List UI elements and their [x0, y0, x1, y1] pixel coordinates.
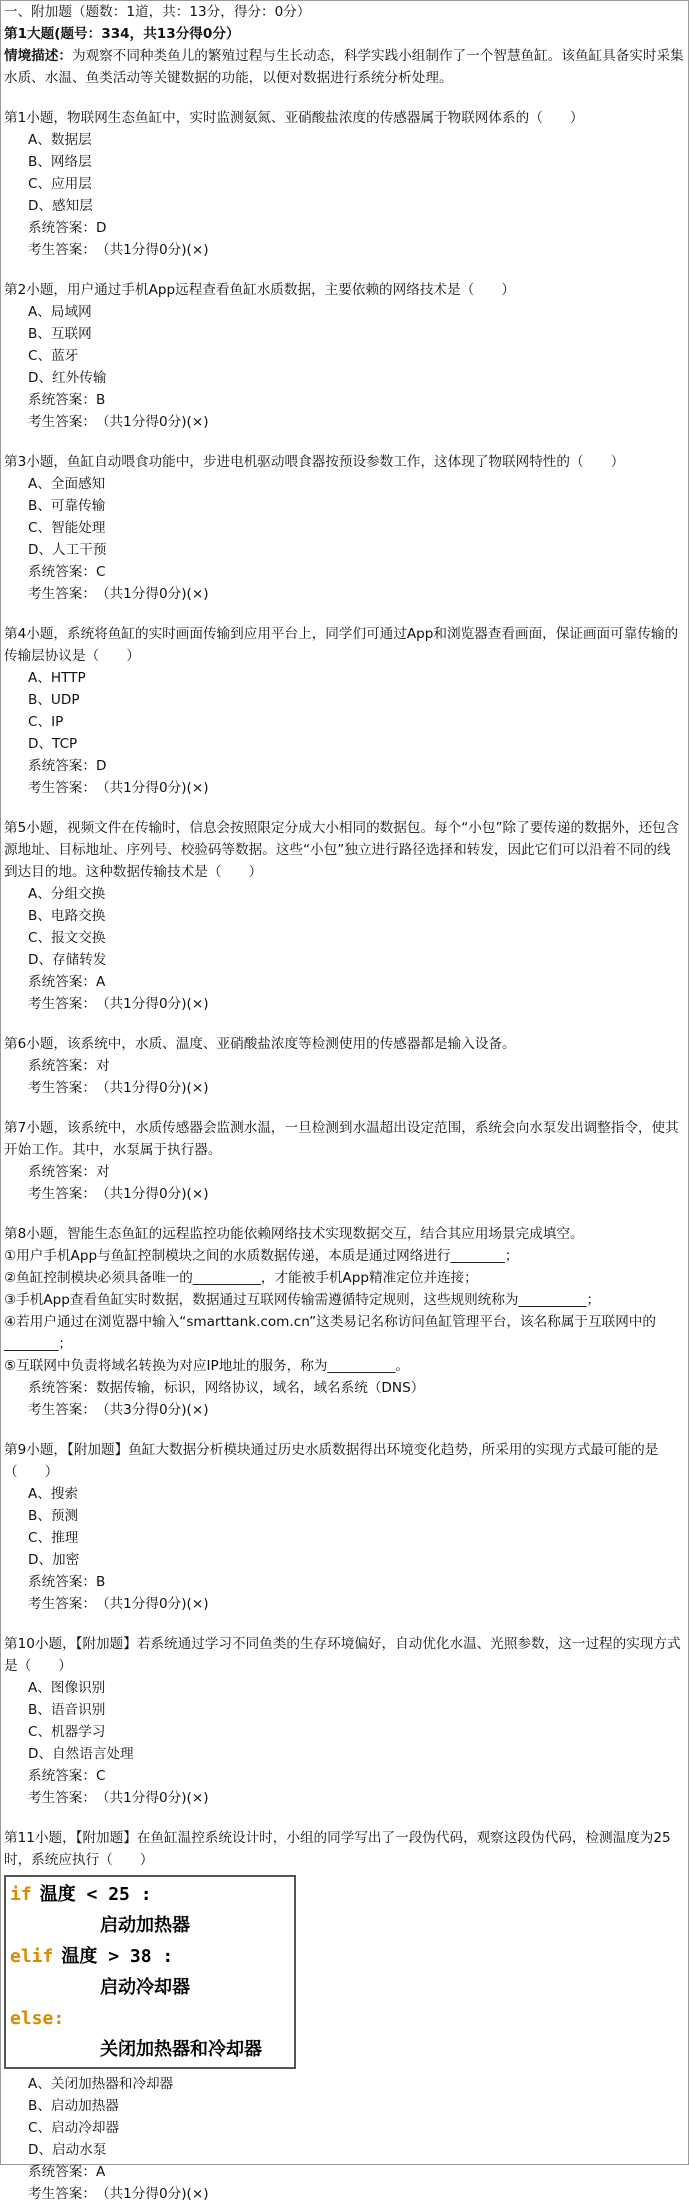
question-6: [4, 1033, 684, 1099]
system-answer: 系统答案：A: [28, 2164, 106, 2180]
fill-blank-item: ②鱼缸控制模块必须具备唯一的__________，才能被手机App精准定位并连接；: [4, 1270, 478, 1286]
option-a: A、图像识别: [28, 1680, 106, 1696]
candidate-score: 考生答案： （共1分得0分)(×): [28, 2186, 209, 2202]
fill-blank-item: ③手机App查看鱼缸实时数据，数据通过互联网传输需遵循特定规则，这些规则统称为__________；: [4, 1292, 601, 1308]
question-9: [4, 1439, 684, 1615]
candidate-score: 考生答案： （共1分得0分)(×): [28, 1080, 209, 1096]
exam-result-document: [4, 1, 684, 2205]
option-b: B、语音识别: [28, 1702, 106, 1718]
candidate-score: 考生答案： （共1分得0分)(×): [28, 1186, 209, 1202]
option-d: D、启动水泵: [28, 2142, 107, 2158]
question-stem: 第11小题，【附加题】在鱼缸温控系统设计时，小组的同学写出了一段伪代码，观察这段伪代码，检测温度为25时，系统应执行（ ）: [4, 1830, 671, 1868]
option-c: C、机器学习: [28, 1724, 106, 1740]
question-1: [4, 107, 684, 261]
section-header: 一、附加题（题数：1道，共：13分，得分：0分）: [4, 4, 311, 20]
option-a: A、搜索: [28, 1486, 79, 1502]
system-answer: 系统答案：D: [28, 758, 107, 774]
question-4: [4, 623, 684, 799]
code-action: 启动冷却器: [100, 1977, 190, 1998]
option-a: A、数据层: [28, 132, 92, 148]
option-c: C、应用层: [28, 176, 92, 192]
option-a: A、分组交换: [28, 886, 106, 902]
option-c: C、报文交换: [28, 930, 106, 946]
candidate-score: 考生答案： （共1分得0分)(×): [28, 1596, 209, 1612]
code-keyword: else:: [10, 2008, 65, 2029]
code-keyword: elif: [10, 1946, 54, 1967]
option-a: A、关闭加热器和冷却器: [28, 2076, 174, 2092]
option-b: B、启动加热器: [28, 2098, 119, 2114]
option-b: B、电路交换: [28, 908, 106, 924]
option-d: D、人工干预: [28, 542, 107, 558]
question-10: [4, 1633, 684, 1809]
question-stem: 第2小题，用户通过手机App远程查看鱼缸水质数据，主要依赖的网络技术是（ ）: [4, 282, 515, 298]
option-d: D、存储转发: [28, 952, 107, 968]
system-answer: 系统答案：对: [28, 1164, 110, 1180]
candidate-score: 考生答案： （共1分得0分)(×): [28, 414, 209, 430]
option-a: A、局域网: [28, 304, 92, 320]
option-c: C、启动冷却器: [28, 2120, 120, 2136]
candidate-score: 考生答案： （共1分得0分)(×): [28, 242, 209, 258]
option-a: A、全面感知: [28, 476, 106, 492]
option-c: C、智能处理: [28, 520, 106, 536]
system-answer: 系统答案：A: [28, 974, 106, 990]
question-stem: 第7小题，该系统中，水质传感器会监测水温，一旦检测到水温超出设定范围，系统会向水泵发出调整指令，使其开始工作。其中，水泵属于执行器。: [4, 1120, 679, 1158]
candidate-score: 考生答案： （共3分得0分)(×): [28, 1402, 209, 1418]
fill-blank-item: ④若用户通过在浏览器中输入“smarttank.com.cn”这类易记名称访问鱼缸管理平台，该名称属于互联网中的________；: [4, 1314, 656, 1352]
system-answer: 系统答案：C: [28, 1768, 106, 1784]
fill-blank-item: ⑤互联网中负责将域名转换为对应IP地址的服务，称为__________。: [4, 1358, 410, 1374]
scenario: [4, 45, 684, 89]
option-a: A、HTTP: [28, 670, 86, 686]
system-answer: 系统答案：对: [28, 1058, 110, 1074]
question-stem: 第10小题，【附加题】若系统通过学习不同鱼类的生存环境偏好，自动优化水温、光照参数，这一过程的实现方式是（ ）: [4, 1636, 681, 1674]
question-stem: 第6小题，该系统中，水质、温度、亚硝酸盐浓度等检测使用的传感器都是输入设备。: [4, 1036, 516, 1052]
system-answer: 系统答案：B: [28, 1574, 106, 1590]
candidate-score: 考生答案： （共1分得0分)(×): [28, 996, 209, 1012]
question-2: [4, 279, 684, 433]
option-d: D、感知层: [28, 198, 93, 214]
code-condition: 温度 < 25 :: [39, 1884, 152, 1905]
scenario-text: 为观察不同种类鱼儿的繁殖过程与生长动态，科学实践小组制作了一个智慧鱼缸。该鱼缸具备实时采集水质、水温、鱼类活动等关键数据的功能，以便对数据进行系统分析处理。: [4, 48, 684, 86]
system-answer: 系统答案：C: [28, 564, 106, 580]
question-11: [4, 1827, 684, 2205]
option-d: D、TCP: [28, 736, 78, 752]
scenario-label: 情境描述：: [4, 48, 72, 64]
code-action: 启动加热器: [100, 1915, 190, 1936]
question-stem: 第9小题，【附加题】鱼缸大数据分析模块通过历史水质数据得出环境变化趋势，所采用的实现方式最可能的是（ ）: [4, 1442, 659, 1480]
question-stem: 第1小题，物联网生态鱼缸中，实时监测氨氮、亚硝酸盐浓度的传感器属于物联网体系的（ ）: [4, 110, 584, 126]
code-line-if: [10, 1879, 294, 1910]
system-answer: 系统答案：数据传输，标识，网络协议，域名，域名系统（DNS）: [28, 1380, 425, 1396]
code-action: 关闭加热器和冷却器: [100, 2039, 262, 2060]
system-answer: 系统答案：B: [28, 392, 106, 408]
code-line-elif: [10, 1941, 294, 1972]
code-keyword: if: [10, 1884, 32, 1905]
candidate-score: 考生答案： （共1分得0分)(×): [28, 586, 209, 602]
question-7: [4, 1117, 684, 1205]
option-b: B、互联网: [28, 326, 92, 342]
code-line-else: [10, 2003, 294, 2034]
option-b: B、可靠传输: [28, 498, 106, 514]
option-c: C、蓝牙: [28, 348, 79, 364]
option-c: C、IP: [28, 714, 64, 730]
option-b: B、网络层: [28, 154, 92, 170]
fill-blank-item: ①用户手机App与鱼缸控制模块之间的水质数据传递，本质是通过网络进行________；: [4, 1248, 519, 1264]
option-d: D、加密: [28, 1552, 80, 1568]
option-c: C、推理: [28, 1530, 79, 1546]
question-stem: 第3小题，鱼缸自动喂食功能中，步进电机驱动喂食器按预设参数工作，这体现了物联网特性的（ ）: [4, 454, 625, 470]
candidate-score: 考生答案： （共1分得0分)(×): [28, 1790, 209, 1806]
question-stem: 第4小题，系统将鱼缸的实时画面传输到应用平台上，同学们可通过App和浏览器查看画面，保证画面可靠传输的传输层协议是（ ）: [4, 626, 679, 664]
option-b: B、UDP: [28, 692, 80, 708]
candidate-score: 考生答案： （共1分得0分)(×): [28, 780, 209, 796]
option-b: B、预测: [28, 1508, 79, 1524]
option-d: D、自然语言处理: [28, 1746, 134, 1762]
system-answer: 系统答案：D: [28, 220, 107, 236]
question-stem: 第8小题，智能生态鱼缸的远程监控功能依赖网络技术实现数据交互，结合其应用场景完成填空。: [4, 1226, 584, 1242]
question-5: [4, 817, 684, 1015]
big-question-title: 第1大题(题号：334，共13分得0分）: [4, 26, 240, 42]
option-d: D、红外传输: [28, 370, 107, 386]
code-condition: 温度 > 38 :: [61, 1946, 174, 1967]
question-8: [4, 1223, 684, 1421]
pseudo-code-block: [4, 1875, 296, 2069]
question-3: [4, 451, 684, 605]
question-stem: 第5小题，视频文件在传输时，信息会按照限定分成大小相同的数据包。每个“小包”除了要传递的数据外，还包含源地址、目标地址、序列号、校验码等数据。这些“小包”独立进行路径选择和转发，因此它们可以沿着不同的线到达目的地。这种数据传输技术是（ ）: [4, 820, 680, 880]
